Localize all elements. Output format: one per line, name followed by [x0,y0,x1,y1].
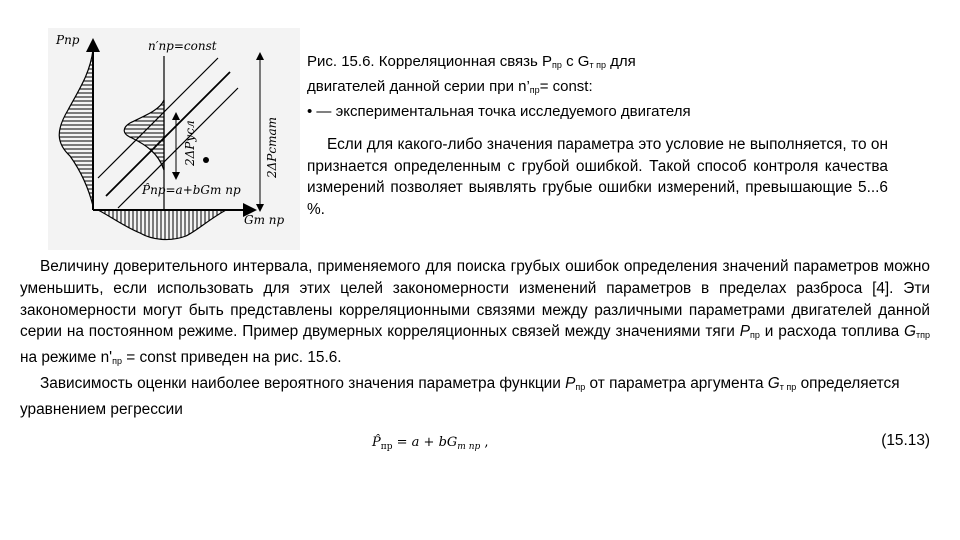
side-paragraph-text: Если для какого-либо значения параметра это условие не выполняется, то он признается определенным с грубой ошибкой. Такой способ контроля качества измерений позволяет выявлять грубые ошибки измерений, превышающие 5...6 %. [307,136,888,218]
x-axis-label: Gт пр [244,213,285,227]
equation-tail: , [480,435,489,450]
regression-equation [368,428,538,454]
body-paragraph-1: Величину доверительного интервала, применяемого для поиска грубых ошибок определения значений параметров можно уменьшить, если использовать для этих целей закономерности изменений параметров в пределах разброса [4]. Эти закономерности могут быть представлены корреляционными связями между различными параметрами двигателей данной серии на постоянном режиме. Пример двумерных корреляционных связей между значениями тяги $P_{пр}$ и расхода топлива $G_{тпр}$ на режиме $n'_{пр}$ = const приведен на рис. 15.6. [20,258,930,367]
experimental-point [203,157,209,163]
equation-rhs-sub: т пр [457,442,481,452]
inner-delta-label: 2ΔPуcл [183,120,197,166]
body-paragraph-2: Зависимость оценки наиболее вероятного значения параметра функции $P_{пр}$ от параметра аргумента $G_{т пр}$ определяется уравнением регрессии [20,374,900,418]
y-axis-label: Pпр [56,33,80,47]
equation-rhs: = a + bG [392,435,458,450]
correlation-figure [48,28,300,250]
caption-line-2: двигателей данной серии при $n’_{пр}=$ const: [307,78,593,95]
equation-lhs: P̂ [372,435,381,450]
figure-caption [307,51,897,122]
equation-graphic [368,428,538,454]
correlation-diagram [48,28,300,250]
equation-number: (15.13) [881,432,930,449]
regression-label: P̂пр=a+bGт пр [142,183,241,197]
equation-lhs-sub: пр [380,442,393,452]
caption-line-3: • — экспериментальная точка исследуемого двигателя [307,103,691,120]
svg-text:P̂пр = a + bGт пр , [371,434,489,452]
side-paragraph [307,134,888,220]
n-const-label: n′пр=const [148,39,217,53]
caption-line-1: Рис. 15.6. Корреляционная связь $P_{пр}$ с $G_{т пр}$ для [307,53,636,70]
body-text [20,256,930,421]
outer-delta-label: 2ΔPстат [265,116,279,178]
